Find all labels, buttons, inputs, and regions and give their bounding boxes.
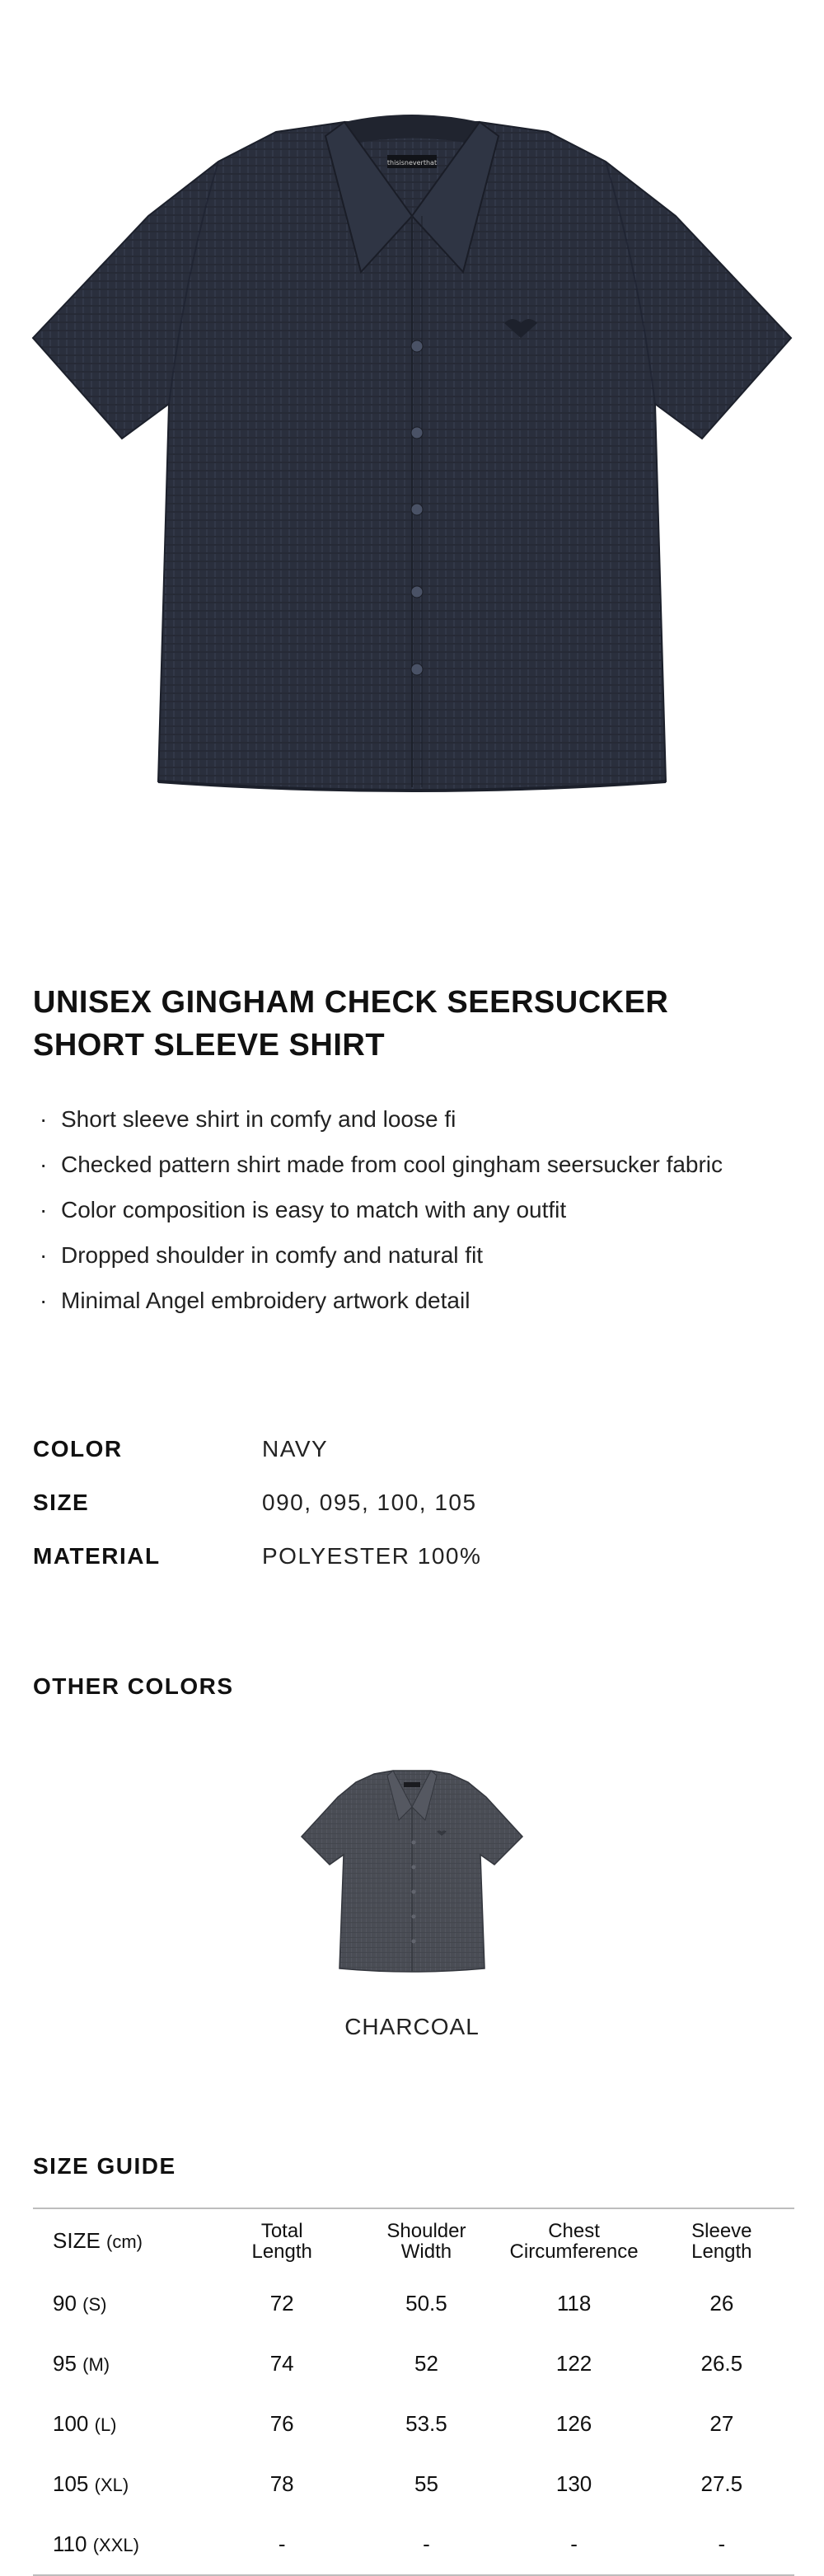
chest-cell: 126 (555, 2411, 592, 2436)
total-length-cell: - (278, 2531, 286, 2556)
shoulder-width-cell: - (423, 2531, 430, 2556)
size-value: 90 (53, 2291, 77, 2316)
sleeve-length-cell: 27 (709, 2411, 734, 2436)
column-header-size (33, 2208, 210, 2273)
size-value: 105 (53, 2471, 89, 2496)
chest-cell: - (570, 2531, 578, 2556)
spec-row-material (33, 1529, 791, 1583)
feature-item: · Minimal Angel embroidery artwork detail (33, 1286, 791, 1331)
spec-row-size (33, 1476, 791, 1529)
table-row (33, 2334, 794, 2394)
table-row (33, 2514, 794, 2575)
spec-label: MATERIAL (33, 1542, 161, 1569)
product-title-line-2: SHORT SLEEVE SHIRT (33, 1028, 386, 1063)
size-value: 100 (53, 2411, 89, 2436)
size-code: (M) (82, 2354, 110, 2375)
feature-item: · Dropped shoulder in comfy and natural fit (33, 1241, 791, 1286)
spec-label: SIZE (33, 1489, 90, 1515)
column-header-sleeve-length (649, 2208, 794, 2273)
column-header-shoulder-width (353, 2208, 499, 2273)
feature-item: · Color composition is easy to match with any outfit (33, 1195, 791, 1241)
column-header-chest (499, 2208, 648, 2273)
size-cell (33, 2514, 210, 2575)
chest-cell: 118 (556, 2291, 592, 2316)
total-length-cell: 76 (269, 2411, 294, 2436)
charcoal-shirt-thumbnail (297, 1764, 527, 1978)
shoulder-width-cell: 53.5 (405, 2411, 447, 2436)
spec-value: POLYESTER 100% (262, 1542, 482, 1569)
size-value: 110 (53, 2531, 87, 2556)
navy-shirt-illustration (0, 0, 824, 923)
header-line: Circumference (509, 2241, 639, 2263)
table-header-row (33, 2208, 794, 2273)
header-line: Total (260, 2220, 303, 2242)
table-row (33, 2394, 794, 2454)
size-code: (XL) (94, 2475, 129, 2495)
header-line: Sleeve (691, 2220, 752, 2242)
spec-label: COLOR (33, 1435, 123, 1462)
total-length-cell: 78 (269, 2471, 294, 2496)
column-header-total-length (210, 2208, 353, 2273)
product-title-line-1: UNISEX GINGHAM CHECK SEERSUCKER (33, 985, 669, 1020)
size-code: (S) (82, 2294, 107, 2315)
shoulder-width-cell: 55 (414, 2471, 438, 2496)
size-cell (33, 2273, 210, 2334)
header-line: Chest (548, 2220, 600, 2242)
chest-cell: 122 (555, 2351, 592, 2376)
header-line: Length (691, 2241, 752, 2263)
size-cell (33, 2454, 210, 2514)
size-header-label: SIZE (53, 2228, 101, 2253)
table-row (33, 2273, 794, 2334)
size-cell (33, 2334, 210, 2394)
spec-row-color (33, 1422, 791, 1476)
size-value: 95 (53, 2351, 77, 2376)
color-swatch-charcoal[interactable] (297, 1764, 527, 1978)
sleeve-length-cell: 27.5 (700, 2471, 743, 2496)
color-name-charcoal: CHARCOAL (344, 2014, 480, 2039)
feature-item: · Short sleeve shirt in comfy and loose fi (33, 1105, 791, 1150)
svg-text:thisisneverthat: thisisneverthat (386, 159, 438, 167)
size-code: (L) (94, 2414, 117, 2435)
header-line: Width (400, 2241, 452, 2263)
other-colors-heading: OTHER COLORS (33, 1673, 234, 1699)
chest-cell: 130 (555, 2471, 592, 2496)
spec-list (33, 1422, 791, 1583)
table-row (33, 2454, 794, 2514)
shoulder-width-cell: 52 (414, 2351, 438, 2376)
feature-item: · Checked pattern shirt made from cool gingham seersucker fabric (33, 1150, 791, 1195)
product-image (0, 0, 824, 923)
feature-list (33, 1105, 791, 1331)
total-length-cell: 72 (269, 2291, 294, 2316)
size-guide-table (33, 2208, 794, 2576)
shoulder-width-cell: 50.5 (405, 2291, 447, 2316)
total-length-cell: 74 (269, 2351, 294, 2376)
unit-label: (cm) (106, 2231, 143, 2252)
spec-value: NAVY (262, 1435, 329, 1462)
sleeve-length-cell: 26.5 (700, 2351, 743, 2376)
product-title (33, 981, 791, 1067)
header-line: Length (251, 2241, 312, 2263)
sleeve-length-cell: 26 (709, 2291, 734, 2316)
sleeve-length-cell: - (718, 2531, 726, 2556)
header-line: Shoulder (386, 2220, 466, 2242)
spec-value: 090, 095, 100, 105 (262, 1489, 477, 1515)
size-cell (33, 2394, 210, 2454)
size-guide-heading: SIZE GUIDE (33, 2153, 176, 2179)
size-code: (XXL) (92, 2535, 139, 2555)
